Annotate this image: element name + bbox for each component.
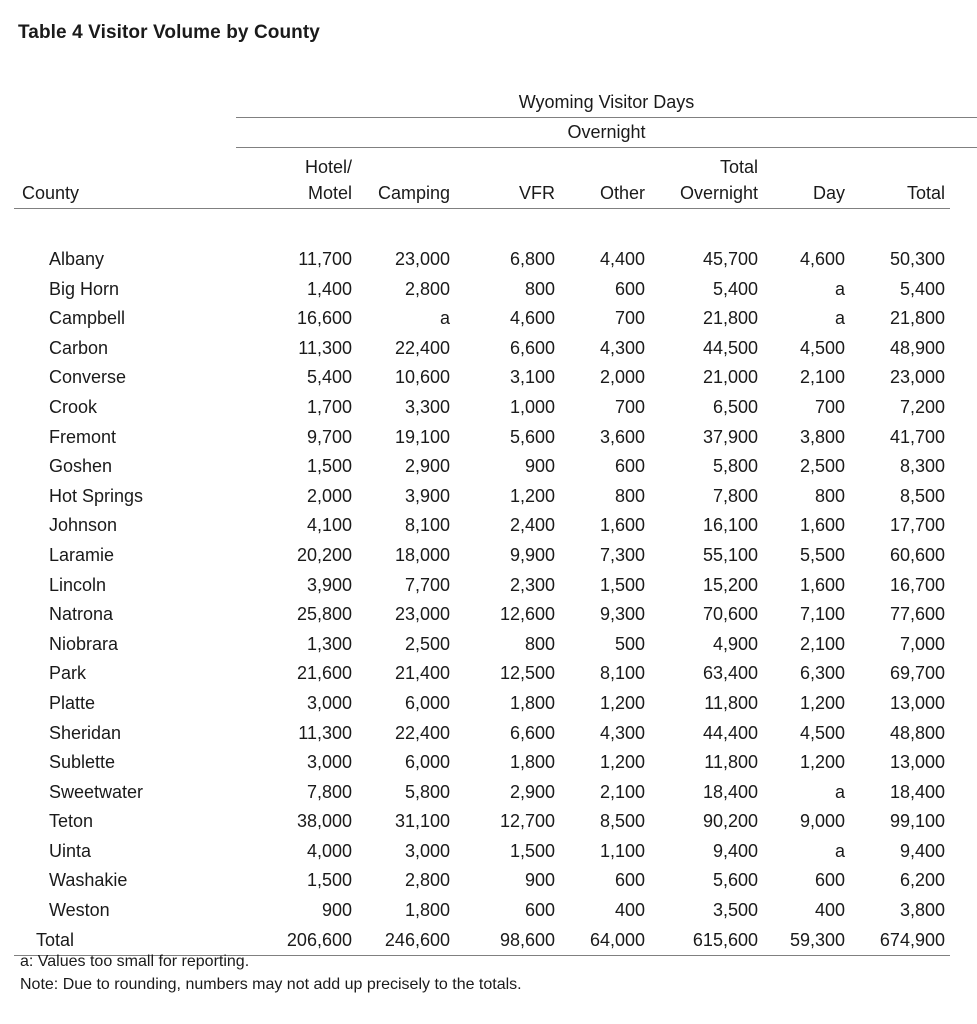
cell-vfr: 4,600 (509, 308, 555, 329)
table-row (14, 778, 950, 808)
cell-camping: 1,800 (404, 900, 450, 921)
cell-county: Hot Springs (49, 485, 144, 506)
cell-camping: 8,100 (404, 515, 450, 536)
cell-other: 400 (614, 900, 645, 921)
table-row (14, 452, 950, 482)
cell-county: Campbell (49, 308, 126, 329)
cell-vfr: 1,200 (509, 485, 555, 506)
cell-county: Natrona (49, 604, 114, 625)
cell-camping: 18,000 (394, 544, 450, 565)
col-header-total-overnight-line2: Overnight (679, 183, 758, 203)
cell-day: a (834, 840, 845, 861)
cell-total: 13,000 (889, 752, 945, 773)
cell-camping: 3,900 (404, 485, 450, 506)
cell-vfr: 3,100 (509, 367, 555, 388)
cell-other: 500 (614, 633, 645, 654)
cell-total-overnight: 21,000 (702, 367, 758, 388)
cell-total-overnight: 15,200 (702, 574, 758, 595)
cell-total-overnight: 7,800 (712, 485, 758, 506)
column-header-row (14, 154, 950, 209)
cell-total: 77,600 (889, 604, 945, 625)
cell-total: 13,000 (889, 692, 945, 713)
table-row (14, 363, 950, 393)
cell-county: Platte (49, 692, 96, 713)
cell-hotel: 3,900 (306, 574, 352, 595)
cell-day: 4,500 (799, 337, 845, 358)
cell-hotel: 11,300 (298, 722, 352, 743)
cell-county: Lincoln (49, 574, 107, 595)
cell-total-overnight: 45,700 (702, 249, 758, 269)
cell-hotel: 9,700 (306, 426, 352, 447)
cell-total-overnight: 6,500 (712, 396, 758, 417)
col-header-camping: Camping (357, 154, 455, 209)
cell-other: 4,300 (599, 337, 645, 358)
col-header-vfr: VFR (455, 154, 560, 209)
cell-total-overnight: 44,500 (702, 337, 758, 358)
cell-hotel: 3,000 (306, 752, 352, 773)
cell-hotel: 21,600 (296, 663, 352, 684)
cell-hotel: 25,800 (296, 604, 352, 625)
cell-total: 674,900 (850, 926, 950, 956)
cell-county: Niobrara (49, 633, 119, 654)
visitor-volume-table (14, 154, 950, 956)
cell-other: 800 (614, 485, 645, 506)
cell-total-overnight: 4,900 (712, 633, 758, 654)
cell-hotel: 38,000 (296, 811, 352, 832)
cell-day: 2,500 (799, 456, 845, 477)
cell-county: Sheridan (49, 722, 122, 743)
cell-vfr: 98,600 (455, 926, 560, 956)
cell-total: 7,200 (899, 396, 945, 417)
col-header-hotel-line1: Hotel/ (304, 157, 352, 177)
table-row (14, 511, 950, 541)
cell-day: 4,600 (799, 249, 845, 269)
cell-camping: 23,000 (394, 249, 450, 269)
cell-county: Laramie (49, 544, 115, 565)
cell-county: Big Horn (49, 278, 120, 299)
cell-total-overnight: 5,800 (712, 456, 758, 477)
cell-total-overnight: 615,600 (650, 926, 763, 956)
col-header-hotel-motel (251, 154, 357, 209)
cell-total: 8,300 (899, 456, 945, 477)
cell-day: 5,500 (799, 544, 845, 565)
table-title: Table 4 Visitor Volume by County (18, 22, 320, 43)
cell-total: 41,700 (889, 426, 945, 447)
cell-other: 700 (614, 396, 645, 417)
cell-vfr: 2,900 (509, 781, 555, 802)
cell-total-overnight: 90,200 (702, 811, 758, 832)
cell-hotel: 1,700 (306, 396, 352, 417)
cell-other: 1,500 (599, 574, 645, 595)
cell-county: Johnson (49, 515, 118, 536)
cell-total: 50,300 (889, 249, 945, 269)
cell-county: Sublette (49, 752, 116, 773)
cell-other: 2,100 (599, 781, 645, 802)
cell-county: Fremont (49, 426, 117, 447)
cell-day: 7,100 (799, 604, 845, 625)
cell-vfr: 6,600 (509, 722, 555, 743)
table-row (14, 689, 950, 719)
cell-other: 8,500 (599, 811, 645, 832)
cell-vfr: 12,700 (499, 811, 555, 832)
cell-camping: 2,800 (404, 870, 450, 891)
cell-camping: 3,300 (404, 396, 450, 417)
cell-county: Uinta (49, 840, 92, 861)
cell-hotel: 3,000 (306, 692, 352, 713)
cell-camping: 23,000 (394, 604, 450, 625)
cell-total-overnight: 5,400 (712, 278, 758, 299)
cell-total: 48,900 (889, 337, 945, 358)
col-header-total-overnight-line1: Total (719, 157, 758, 177)
cell-camping: 5,800 (404, 781, 450, 802)
cell-other: 1,600 (599, 515, 645, 536)
cell-county: Crook (49, 396, 98, 417)
overnight-header-rule (236, 147, 977, 148)
super-header-visitor-days: Wyoming Visitor Days (518, 92, 695, 112)
col-header-county: County (14, 154, 251, 209)
cell-county: Weston (49, 900, 110, 921)
cell-day: 2,100 (799, 633, 845, 654)
cell-total-overnight: 9,400 (712, 840, 758, 861)
cell-hotel: 5,400 (306, 367, 352, 388)
table-row (14, 571, 950, 601)
cell-vfr: 1,000 (509, 396, 555, 417)
cell-total-overnight: 18,400 (702, 781, 758, 802)
cell-total-overnight: 5,600 (712, 870, 758, 891)
table-row (14, 423, 950, 453)
cell-total: 60,600 (889, 544, 945, 565)
cell-day: 1,600 (799, 574, 845, 595)
cell-camping: 21,400 (394, 663, 450, 684)
cell-other: 64,000 (560, 926, 650, 956)
cell-hotel: 2,000 (306, 485, 352, 506)
cell-other: 600 (614, 870, 645, 891)
table-row (14, 482, 950, 512)
cell-hotel: 11,300 (298, 337, 352, 358)
super-header-overnight: Overnight (567, 122, 646, 142)
cell-total: 6,200 (899, 870, 945, 891)
cell-vfr: 900 (524, 870, 555, 891)
col-header-day: Day (763, 154, 850, 209)
cell-county: Park (49, 663, 87, 684)
cell-other: 700 (614, 308, 645, 329)
cell-day: a (834, 308, 845, 329)
cell-hotel: 11,700 (298, 249, 352, 269)
cell-hotel: 900 (321, 900, 352, 921)
cell-hotel: 206,600 (251, 926, 357, 956)
super-header-rule (236, 117, 977, 118)
cell-total: 16,700 (889, 574, 945, 595)
table-row (14, 541, 950, 571)
cell-day: 6,300 (799, 663, 845, 684)
cell-hotel: 16,600 (296, 308, 352, 329)
cell-day: 3,800 (799, 426, 845, 447)
cell-vfr: 12,600 (499, 604, 555, 625)
cell-other: 2,000 (599, 367, 645, 388)
cell-camping: 6,000 (404, 752, 450, 773)
cell-total-overnight: 44,400 (702, 722, 758, 743)
cell-other: 1,200 (599, 692, 645, 713)
cell-camping: 6,000 (404, 692, 450, 713)
table-row (14, 719, 950, 749)
col-header-total: Total (850, 154, 950, 209)
cell-hotel: 1,400 (306, 278, 352, 299)
cell-vfr: 900 (524, 456, 555, 477)
cell-day: 700 (814, 396, 845, 417)
cell-camping: 3,000 (404, 840, 450, 861)
cell-county: Total (14, 926, 251, 956)
cell-other: 600 (614, 278, 645, 299)
cell-county: Carbon (49, 337, 109, 358)
table-row (14, 304, 950, 334)
cell-camping: 19,100 (394, 426, 450, 447)
cell-total-overnight: 70,600 (702, 604, 758, 625)
cell-day: 1,200 (799, 692, 845, 713)
cell-vfr: 1,800 (509, 692, 555, 713)
cell-vfr: 1,500 (509, 840, 555, 861)
cell-county: Albany (49, 249, 105, 269)
cell-county: Teton (49, 811, 94, 832)
table-row (14, 748, 950, 778)
header-spacer (14, 209, 950, 246)
cell-total-overnight: 55,100 (702, 544, 758, 565)
cell-other: 4,400 (599, 249, 645, 269)
cell-total: 69,700 (889, 663, 945, 684)
col-header-total-overnight (650, 154, 763, 209)
total-row (14, 926, 950, 956)
cell-total: 18,400 (889, 781, 945, 802)
table-row (14, 600, 950, 630)
cell-vfr: 800 (524, 633, 555, 654)
cell-camping: 2,800 (404, 278, 450, 299)
table-row (14, 659, 950, 689)
cell-vfr: 800 (524, 278, 555, 299)
cell-total: 21,800 (889, 308, 945, 329)
cell-other: 9,300 (599, 604, 645, 625)
cell-camping: 2,500 (404, 633, 450, 654)
cell-total: 48,800 (889, 722, 945, 743)
cell-day: 9,000 (799, 811, 845, 832)
footnote-rounding: Note: Due to rounding, numbers may not add up precisely to the totals. (20, 976, 522, 993)
table-row (14, 866, 950, 896)
cell-camping: 22,400 (394, 722, 450, 743)
cell-vfr: 2,400 (509, 515, 555, 536)
table-row (14, 630, 950, 660)
cell-county: Sweetwater (49, 781, 144, 802)
cell-hotel: 1,500 (306, 870, 352, 891)
cell-hotel: 20,200 (296, 544, 352, 565)
table-row (14, 334, 950, 364)
cell-vfr: 12,500 (499, 663, 555, 684)
cell-other: 8,100 (599, 663, 645, 684)
cell-other: 1,100 (599, 840, 645, 861)
cell-camping: 22,400 (394, 337, 450, 358)
cell-camping: 10,600 (394, 367, 450, 388)
cell-hotel: 4,100 (306, 515, 352, 536)
cell-county: Washakie (49, 870, 128, 891)
cell-camping: 246,600 (357, 926, 455, 956)
cell-total: 23,000 (889, 367, 945, 388)
col-header-hotel-line2: Motel (307, 183, 352, 203)
cell-total: 8,500 (899, 485, 945, 506)
cell-total-overnight: 11,800 (704, 692, 758, 713)
cell-hotel: 4,000 (306, 840, 352, 861)
cell-total: 99,100 (889, 811, 945, 832)
table-row (14, 393, 950, 423)
footnote-a: a: Values too small for reporting. (20, 953, 250, 970)
cell-camping: 2,900 (404, 456, 450, 477)
cell-day: 1,600 (799, 515, 845, 536)
cell-total-overnight: 21,800 (702, 308, 758, 329)
cell-day: 800 (814, 485, 845, 506)
cell-day: 2,100 (799, 367, 845, 388)
cell-total: 7,000 (899, 633, 945, 654)
cell-camping: 31,100 (394, 811, 450, 832)
cell-day: 1,200 (799, 752, 845, 773)
cell-vfr: 6,800 (509, 249, 555, 269)
cell-day: 59,300 (763, 926, 850, 956)
cell-other: 1,200 (599, 752, 645, 773)
cell-total-overnight: 11,800 (704, 752, 758, 773)
cell-other: 4,300 (599, 722, 645, 743)
table-row (14, 896, 950, 926)
table-row (14, 807, 950, 837)
table-row (14, 245, 950, 275)
table-body (14, 209, 950, 956)
col-header-other: Other (560, 154, 650, 209)
cell-total-overnight: 63,400 (702, 663, 758, 684)
cell-vfr: 9,900 (509, 544, 555, 565)
cell-vfr: 1,800 (509, 752, 555, 773)
cell-total: 3,800 (899, 900, 945, 921)
cell-total-overnight: 16,100 (702, 515, 758, 536)
table-row (14, 837, 950, 867)
cell-county: Converse (49, 367, 127, 388)
cell-vfr: 2,300 (509, 574, 555, 595)
cell-other: 600 (614, 456, 645, 477)
cell-day: a (834, 278, 845, 299)
cell-camping: a (439, 308, 450, 329)
cell-hotel: 1,300 (306, 633, 352, 654)
cell-day: 4,500 (799, 722, 845, 743)
cell-total: 5,400 (899, 278, 945, 299)
cell-vfr: 5,600 (509, 426, 555, 447)
cell-vfr: 6,600 (509, 337, 555, 358)
cell-day: 600 (814, 870, 845, 891)
cell-hotel: 7,800 (306, 781, 352, 802)
table-row (14, 275, 950, 305)
cell-total: 17,700 (889, 515, 945, 536)
cell-total: 9,400 (899, 840, 945, 861)
cell-hotel: 1,500 (306, 456, 352, 477)
cell-camping: 7,700 (404, 574, 450, 595)
cell-other: 7,300 (599, 544, 645, 565)
cell-day: a (834, 781, 845, 802)
cell-county: Goshen (49, 456, 113, 477)
cell-other: 3,600 (599, 426, 645, 447)
cell-total-overnight: 3,500 (712, 900, 758, 921)
cell-day: 400 (814, 900, 845, 921)
cell-vfr: 600 (524, 900, 555, 921)
cell-total-overnight: 37,900 (702, 426, 758, 447)
